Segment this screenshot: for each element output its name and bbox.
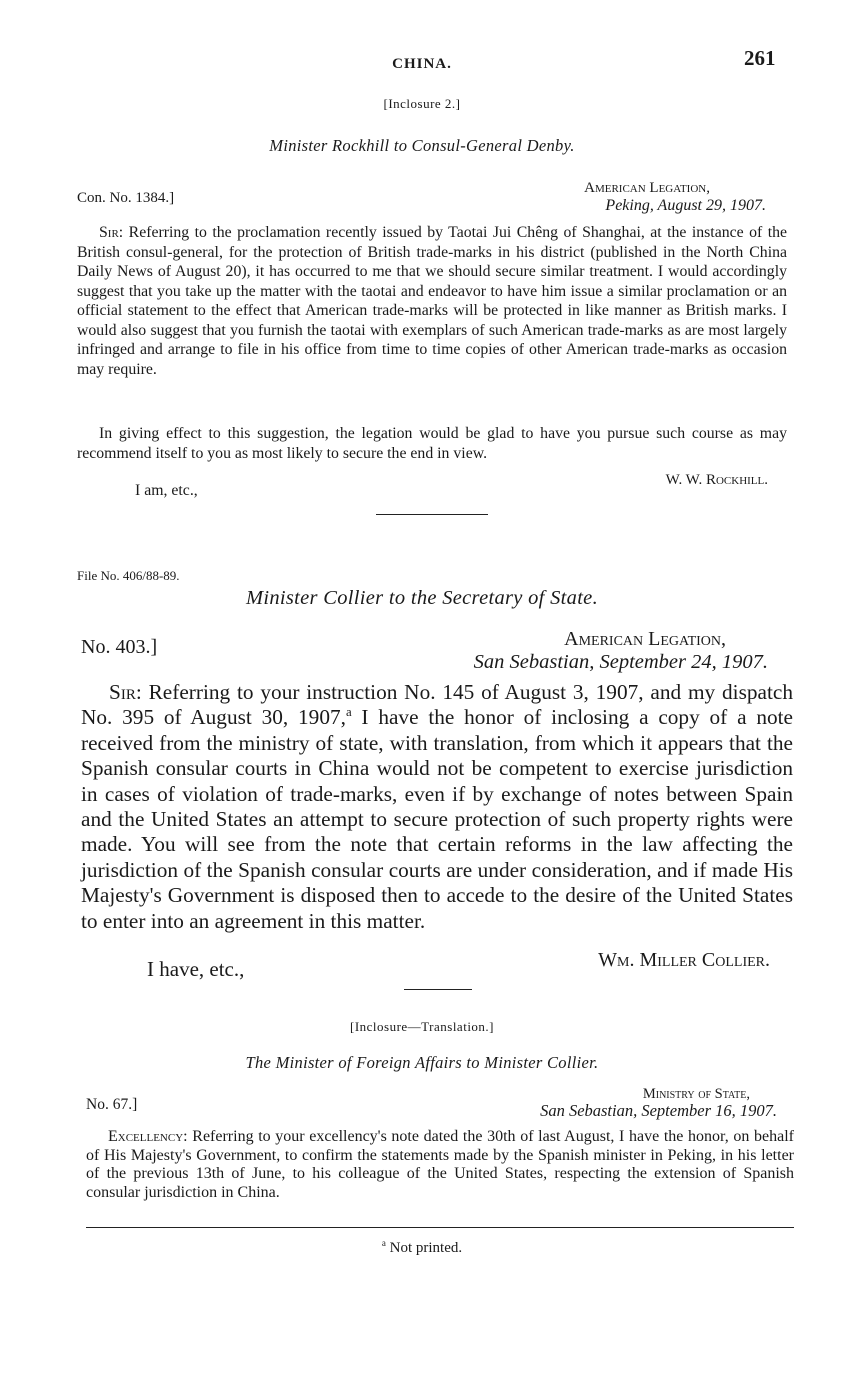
section3-place-date: San Sebastian, September 16, 1907. — [540, 1101, 777, 1120]
section2-file-number: File No. 406/88-89. — [77, 568, 180, 583]
section1-ref: Con. No. 1384.] — [77, 190, 175, 206]
inclosure-label-1: [Inclosure 2.] — [383, 96, 461, 111]
footnote — [0, 1240, 844, 1257]
divider — [404, 989, 472, 990]
section1-paragraph-1 — [77, 223, 787, 379]
section2-ref: No. 403.] — [81, 636, 158, 658]
section3-ref: No. 67.] — [86, 1096, 138, 1113]
page-number: 261 — [744, 46, 776, 70]
section1-closing: I am, etc., — [135, 482, 198, 499]
paragraph-text-b: I have the honor of inclosing a copy of a note received from the ministry of state, with translation, from which it appears that the Spanish consular courts in China would not be competent to exercise jurisdiction in cases of violation of trade-marks, even if by exchange of notes between Spain and the United States an attempt to secure protection of such property rights were made. You will see from the note that certain reforms in the law affecting the jurisdiction of the Spanish consular courts are under consideration, and if made His Majesty's Government is disposed then to accede to the desire of the United States to enter into an agreement in this matter. — [81, 705, 793, 933]
section2-closing: I have, etc., — [147, 957, 245, 981]
salutation: Sir: — [109, 680, 142, 704]
section2-signature: Wm. Miller Collier. — [598, 949, 770, 971]
section1-signature: W. W. Rockhill. — [665, 472, 768, 488]
running-header: CHINA. — [392, 56, 452, 72]
section3-paragraph — [86, 1128, 794, 1202]
section3-ministry: Ministry of State, — [642, 1086, 750, 1102]
paragraph-text-a: Referring to your instruction No. 145 of August 3, 1907, and my dispatch No. 395 of August 30, 1907, — [81, 680, 793, 730]
salutation: Excellency: — [108, 1128, 188, 1145]
inclosure-label-2: [Inclosure—Translation.] — [349, 1019, 495, 1034]
section3-heading: The Minister of Foreign Affairs to Minister Collier. — [245, 1053, 599, 1072]
section1-place-date: Peking, August 29, 1907. — [605, 197, 766, 214]
section2-heading: Minister Collier to the Secretary of State. — [245, 587, 599, 609]
footnote-text: Not printed. — [389, 1240, 463, 1256]
footnote-reference: a — [345, 705, 352, 720]
paragraph-text: Referring to your excellency's note dated the 30th of last August, I have the honor, on behalf of His Majesty's Government, to confirm the statements made by the Spanish minister in Peking, in his letter of the previous 13th of June, to his colleague of the United States, respecting the extension of Spanish consular jurisdiction in China. — [86, 1128, 795, 1201]
section1-legation: American Legation, — [584, 180, 710, 196]
section1-paragraph-2: In giving effect to this suggestion, the legation would be glad to have you pursue such course as may recommend itself to you as most likely to secure the end in view. — [77, 425, 787, 462]
section2-place-date: San Sebastian, September 24, 1907. — [473, 651, 768, 673]
divider — [376, 514, 488, 515]
footnote-separator — [86, 1227, 794, 1228]
footnote-mark: a — [381, 1238, 386, 1248]
section2-legation: American Legation, — [564, 628, 726, 650]
section1-heading: Minister Rockhill to Consul-General Denby. — [269, 136, 575, 155]
section2-paragraph — [81, 680, 793, 934]
paragraph-text: Referring to the proclamation recently issued by Taotai Jui Chêng of Shanghai, at the instance of the British consul-general, for the protection of British trade-marks in his district (published in the North China Daily News of August 20), it has occurred to me that we should secure similar treatment. I would accordingly suggest that you take up the matter with the taotai and endeavor to have him issue a similar proclamation or an official statement to the effect that American trade-marks will be protected in like manner as British marks. I would also suggest that you furnish the taotai with exemplars of such American trade-marks as are most largely infringed and arrange to file in his office from time to time copies of other American trade-marks as occasion may require. — [77, 224, 787, 378]
salutation: Sir: — [99, 224, 124, 241]
